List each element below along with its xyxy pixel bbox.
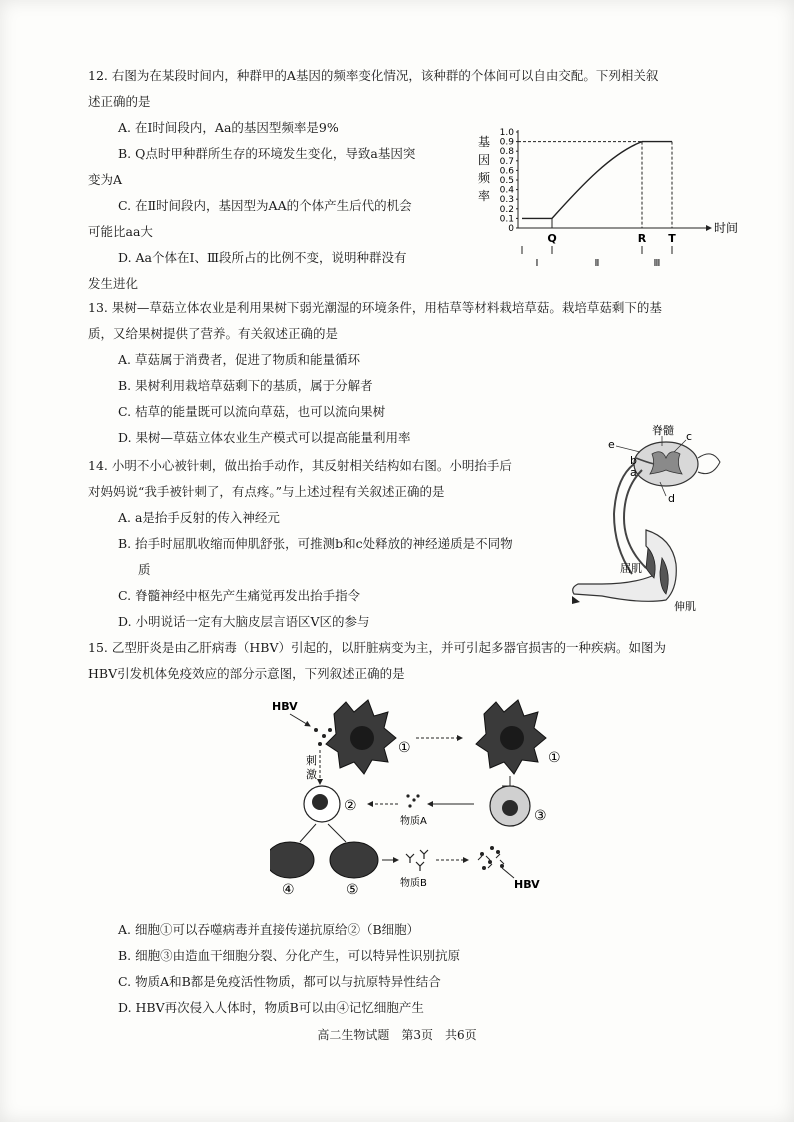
q12-option-c-line2: 可能比aa大 bbox=[88, 224, 153, 239]
q15-stem-line1: 15. 乙型肝炎是由乙肝病毒（HBV）引起的，以肝脏病变为主，并可引起多器官损害的一种疾病。如图为 bbox=[88, 640, 666, 655]
chart-ylabel-char-3: 频 bbox=[478, 171, 491, 185]
x-point-label: Q bbox=[547, 232, 557, 245]
q12-option-d-line2: 发生进化 bbox=[88, 276, 139, 291]
q12-option-b-line2: 变为A bbox=[88, 172, 123, 187]
label-c: c bbox=[686, 430, 693, 443]
q14-option-a: A. a是抬手反射的传入神经元 bbox=[118, 510, 280, 525]
q15-stem-line2: HBV引发机体免疫效应的部分示意图，下列叙述正确的是 bbox=[88, 666, 405, 681]
t-cell-3 bbox=[490, 782, 530, 826]
y-tick-label: 0.4 bbox=[499, 185, 514, 196]
q15-option-b: B. 细胞③由造血干细胞分裂、分化产生，可以特异性识别抗原 bbox=[118, 948, 461, 963]
label-e: e bbox=[608, 438, 615, 451]
segment-label: Ⅲ bbox=[653, 258, 661, 269]
q13-option-d: D. 果树—草菇立体农业生产模式可以提高能量利用率 bbox=[118, 430, 411, 445]
reflex-arc-figure bbox=[562, 418, 732, 614]
y-tick-label: 0.9 bbox=[499, 137, 514, 148]
q13-option-b: B. 果树利用栽培草菇剩下的基质，属于分解者 bbox=[118, 378, 373, 393]
q14-option-d: D. 小明说话一定有大脑皮层言语区V区的参与 bbox=[118, 614, 370, 629]
plasma-cell-5 bbox=[330, 842, 378, 878]
y-tick-label: 0.6 bbox=[499, 166, 514, 177]
label-b: b bbox=[630, 454, 637, 467]
cell-number-3: ③ bbox=[534, 808, 547, 824]
q14-stem-line1: 14. 小明不小心被针刺，做出抬手动作，其反射相关结构如右图。小明抬手后 bbox=[88, 458, 512, 473]
cell-number-4: ④ bbox=[282, 882, 295, 898]
label-a: a bbox=[630, 466, 637, 479]
q12-stem-line2: 述正确的是 bbox=[88, 94, 151, 109]
stimulate-label-char-1: 刺 bbox=[306, 754, 317, 767]
y-tick-label: 0.5 bbox=[499, 176, 514, 186]
y-tick-label: 1.0 bbox=[499, 128, 514, 138]
q12-option-a: A. 在Ⅰ时间段内，Aa的基因型频率是9% bbox=[118, 120, 339, 135]
q12-option-c-line1: C. 在Ⅱ时间段内，基因型为AA的个体产生后代的机会 bbox=[118, 198, 412, 213]
chart-ylabel-char-4: 率 bbox=[478, 189, 491, 203]
chart-xlabel: 时间 bbox=[714, 221, 739, 235]
cell-number-5: ⑤ bbox=[346, 882, 359, 898]
stimulate-label-char-2: 激 bbox=[306, 768, 317, 781]
cell-number-2: ② bbox=[344, 798, 357, 814]
q14-stem-line2: 对妈妈说“我手被针刺了，有点疼。”与上述过程有关叙述正确的是 bbox=[88, 484, 445, 499]
y-tick-label: 0.1 bbox=[499, 214, 514, 225]
y-tick-label: 0.2 bbox=[499, 204, 514, 215]
q13-stem-line2: 质，又给果树提供了营养。有关叙述正确的是 bbox=[88, 326, 339, 341]
antigen-presenting-cell-1 bbox=[326, 700, 396, 774]
x-point-label: T bbox=[668, 232, 676, 245]
q15-option-a: A. 细胞①可以吞噬病毒并直接传递抗原给②（B细胞） bbox=[118, 922, 420, 937]
b-cell-2 bbox=[304, 786, 340, 822]
substance-a-label: 物质A bbox=[400, 816, 427, 827]
gene-frequency-chart bbox=[476, 124, 746, 274]
q12-option-d-line1: D. Aa个体在Ⅰ、Ⅲ段所占的比例不变，说明种群没有 bbox=[118, 250, 407, 265]
q14-option-b-line1: B. 抬手时屈肌收缩而伸肌舒张，可推测b和c处释放的神经递质是不同物 bbox=[118, 536, 513, 551]
substance-a-particles bbox=[406, 794, 419, 807]
chart-series-line bbox=[522, 142, 672, 219]
y-tick-label: 0.7 bbox=[499, 156, 514, 167]
q12-stem-line1: 12. 右图为在某段时间内，种群甲的A基因的频率变化情况，该种群的个体间可以自由交配。下列相关叙 bbox=[88, 68, 659, 83]
chart-ylabel-char-2: 因 bbox=[478, 153, 491, 167]
q13-option-c: C. 桔草的能量既可以流向草菇，也可以流向果树 bbox=[118, 404, 386, 419]
chart-x-arrow bbox=[706, 225, 712, 231]
needle bbox=[572, 596, 580, 604]
label-d: d bbox=[668, 492, 675, 505]
hbv-label-top: HBV bbox=[272, 700, 298, 713]
efferent-nerve bbox=[624, 470, 646, 568]
q14-option-b-line2: 质 bbox=[138, 562, 151, 577]
y-tick-label: 0.3 bbox=[499, 195, 514, 206]
cell-number-1-right: ① bbox=[548, 750, 561, 766]
y-tick-label: 0 bbox=[508, 224, 514, 234]
substance-b-label: 物质B bbox=[400, 878, 427, 889]
x-point-label: R bbox=[637, 232, 647, 245]
page-footer: 高二生物试题 第3页 共6页 bbox=[317, 1028, 477, 1042]
cell-number-1-left: ① bbox=[398, 740, 411, 756]
segment-label: Ⅱ bbox=[594, 258, 600, 269]
label-flexor: 屈肌 bbox=[620, 562, 642, 575]
label-spinal-cord: 脊髓 bbox=[652, 424, 674, 437]
q14-option-c: C. 脊髓神经中枢先产生痛觉再发出抬手指令 bbox=[118, 588, 361, 603]
q12-option-b-line1: B. Q点时甲种群所生存的环境发生变化，导致a基因突 bbox=[118, 146, 416, 161]
immune-response-figure bbox=[270, 692, 570, 902]
antibody-virus-complex bbox=[478, 846, 504, 870]
chart-ylabel-char-1: 基 bbox=[478, 135, 491, 149]
q13-stem-line1: 13. 果树—草菇立体农业是利用果树下弱光潮湿的环境条件，用桔草等材料栽培草菇。栽培草菇剩下的基 bbox=[88, 300, 662, 315]
memory-cell-4 bbox=[270, 842, 314, 878]
segment-label: Ⅰ bbox=[535, 258, 539, 269]
hbv-label-bottom: HBV bbox=[514, 878, 540, 891]
antigen-presenting-cell-2 bbox=[476, 700, 546, 774]
y-tick-label: 0.8 bbox=[499, 147, 514, 158]
q15-option-d: D. HBV再次侵入人体时，物质B可以由④记忆细胞产生 bbox=[118, 1000, 424, 1015]
q15-option-c: C. 物质A和B都是免疫活性物质，都可以与抗原特异性结合 bbox=[118, 974, 441, 989]
label-extensor: 伸肌 bbox=[674, 600, 696, 613]
q13-option-a: A. 草菇属于消费者，促进了物质和能量循环 bbox=[118, 352, 360, 367]
substance-b-antibodies bbox=[406, 850, 428, 871]
